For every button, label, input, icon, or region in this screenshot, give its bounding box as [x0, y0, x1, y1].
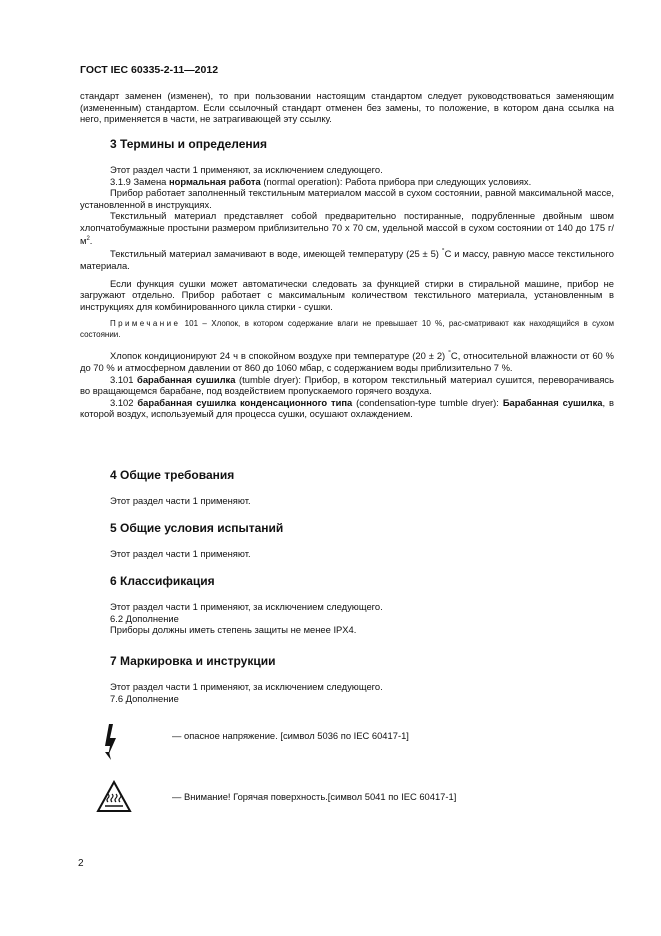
section-4-p1: Этот раздел части 1 применяют.: [110, 495, 251, 506]
symbol-row-hot-surface: [96, 780, 596, 820]
section-6-heading: 6 Классификация: [110, 574, 215, 588]
section-7-p1: Этот раздел части 1 применяют, за исключением следующего.: [110, 681, 383, 692]
section-3-p5: [80, 246, 614, 271]
soak-text-b: С и массу, равную массе текстильного материала.: [80, 248, 614, 271]
section-6-p2: 6.2 Дополнение: [110, 612, 179, 624]
section-7-body: [80, 681, 614, 704]
note-text: 101 – Хлопок, в котором содержание влаги не превышает 10 %, рас-сматривают как находящийся в сухом состоянии.: [80, 319, 614, 340]
section-3-p6: Если функция сушки может автоматически следовать за функцией стирки в стиральной машине, прибор не загружают отдельно. Прибор работает с максимальным количеством текстильного материала, установленным в инструкциях для комбинированного цикла стирки - сушки.: [80, 277, 614, 312]
section-4-body: [80, 495, 614, 507]
degree-mark: °: [448, 350, 451, 358]
clause-text: (tumble dryer): Прибор, в котором текстильный материал сушится, переворачиваясь во вращающемся барабане, под воздействием пропускаемого горячего воздуха.: [80, 373, 614, 397]
section-5-body: [80, 548, 614, 560]
clause-text: , в которой воздух, используемый для процесса сушки, осушают охлаждением.: [80, 396, 614, 420]
symbol-hot-surface-text: — Внимание! Горячая поверхность.[символ 5041 по IEC 60417-1]: [172, 791, 457, 802]
term-normal-operation: нормальная работа: [169, 175, 261, 187]
clause-text: (normal operation): Работа прибора при следующих условиях.: [260, 175, 532, 187]
symbol-voltage-text: — опасное напряжение. [символ 5036 по IEC 60417-1]: [172, 730, 409, 741]
clause-number: 3.101: [110, 373, 138, 385]
period: .: [89, 234, 93, 246]
section-5-p1: Этот раздел части 1 применяют.: [110, 548, 251, 559]
conditioning-text-a: Хлопок кондиционируют 24 ч в спокойном воздухе при температуре (20 ± 2): [110, 350, 449, 362]
section-7-heading: 7 Маркировка и инструкции: [110, 654, 276, 668]
term-tumble-dryer: барабанная сушилка: [137, 373, 236, 385]
section-6-body: [80, 601, 614, 636]
superscript-2: 2: [86, 235, 90, 242]
document-header: ГОСТ IEC 60335-2-11—2012: [80, 64, 219, 76]
section-4-heading: 4 Общие требования: [110, 468, 235, 482]
section-3-p4: [80, 210, 614, 246]
page-number: 2: [78, 858, 84, 869]
section-3-p3: Прибор работает заполненный текстильным материалом массой в сухом состоянии, равной максимальной массе, установленной в инструкциях.: [80, 187, 614, 210]
hot-surface-warning-icon: [96, 780, 132, 814]
term-tumble-dryer-ref: Барабанная сушилка: [502, 396, 603, 408]
section-3-body: [80, 164, 614, 420]
note-101: [80, 318, 614, 340]
section-3-p8: [80, 374, 614, 397]
symbol-row-voltage: [96, 722, 596, 762]
section-3-p7: [80, 348, 614, 373]
intro-paragraph: [80, 90, 614, 125]
clause-number: 3.102: [110, 396, 138, 408]
section-6-p1: Этот раздел части 1 применяют, за исключением следующего.: [110, 601, 383, 612]
clause-number: 3.1.9 Замена: [110, 175, 169, 187]
section-3-p2: [80, 176, 614, 188]
section-3-p1: Этот раздел части 1 применяют, за исключением следующего.: [110, 164, 383, 175]
clause-text: (condensation-type tumble dryer):: [352, 396, 503, 408]
section-6-p3: Приборы должны иметь степень защиты не менее IPX4.: [110, 624, 357, 636]
term-condensation-dryer: барабанная сушилка конденсационного типа: [137, 396, 353, 408]
degree-mark: °: [441, 248, 445, 256]
note-label: Примечание: [110, 319, 181, 329]
section-3-heading: 3 Термины и определения: [110, 137, 268, 151]
intro-text: стандарт заменен (изменен), то при пользовании настоящим стандартом следует руководствоваться заменяющим (измененным) стандартом. Если ссылочный стандарт отменен без замены, то положение, в котором дана ссылка на него, применяется в части, не затрагивающей эту ссылку.: [80, 90, 614, 125]
soak-text-a: Текстильный материал замачивают в воде, имеющей температуру (25 ± 5): [110, 248, 442, 260]
textile-description: Текстильный материал представляет собой предварительно постиранные, подрубленные двойным швом хлопчатобумажные простыни размером приблизительно 70 х 70 см, удельной массой в сухом состоянии от 140 до 175 г/м: [80, 210, 614, 246]
section-5-heading: 5 Общие условия испытаний: [110, 521, 284, 535]
lightning-bolt-icon: [96, 722, 126, 762]
conditioning-text-b: С, относительной влажности от 60 % до 70 % и атмосферном давлении от 860 до 1060 мбар, с содержанием воды приблизительно 7 %.: [80, 350, 615, 374]
section-7-p2: 7.6 Дополнение: [110, 692, 179, 704]
section-3-p9: [80, 397, 614, 420]
